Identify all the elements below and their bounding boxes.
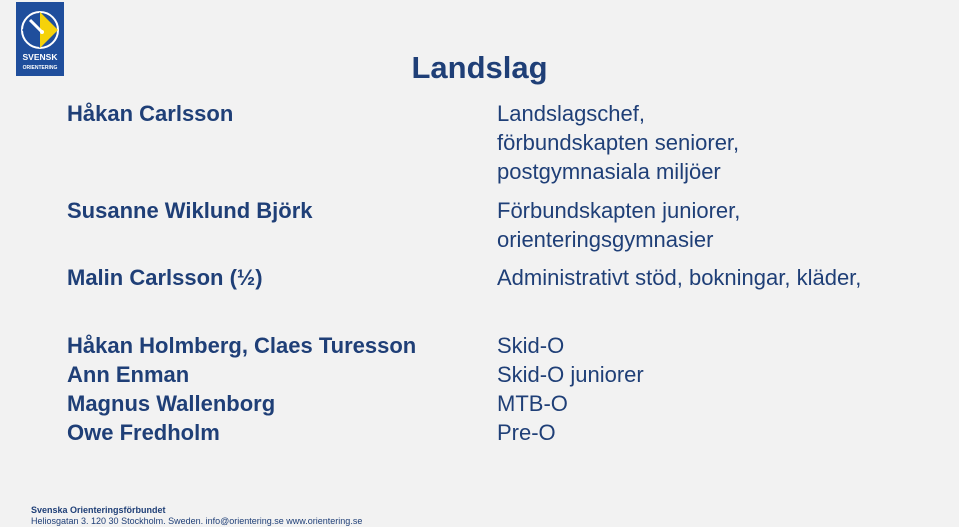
- role-skid-o-juniorer: Skid-O juniorer: [497, 362, 644, 387]
- role-pre-o: Pre-O: [497, 420, 556, 445]
- person-ann-enman: Ann Enman: [67, 362, 190, 387]
- person-owe-fredholm: Owe Fredholm: [67, 420, 220, 445]
- role-mtb-o: MTB-O: [497, 391, 568, 416]
- person-susanne-wiklund-bjork: Susanne Wiklund Björk: [67, 198, 313, 223]
- role-landslagschef: Landslagschef,: [497, 101, 645, 126]
- role-administrativt-stod: Administrativt stöd, bokningar, kläder,: [497, 265, 862, 290]
- person-malin-carlsson: Malin Carlsson (½): [67, 265, 263, 290]
- person-hakan-carlsson: Håkan Carlsson: [67, 101, 234, 126]
- role-orienteringsgymnasier: orienteringsgymnasier: [497, 227, 714, 252]
- person-holmberg-turesson: Håkan Holmberg, Claes Turesson: [67, 333, 417, 358]
- svg-text:SVENSK: SVENSK: [22, 52, 58, 62]
- footer-address: Heliosgatan 3. 120 30 Stockholm. Sweden. info@orientering.se www.orientering.se: [31, 516, 363, 526]
- role-postgymnasiala: postgymnasiala miljöer: [497, 159, 721, 184]
- role-fbk-juniorer: Förbundskapten juniorer,: [497, 198, 741, 223]
- page-title: Landslag: [411, 50, 548, 85]
- footer-organization: Svenska Orienteringsförbundet: [31, 505, 166, 515]
- person-magnus-wallenborg: Magnus Wallenborg: [67, 391, 276, 416]
- svg-text:ORIENTERING: ORIENTERING: [22, 65, 58, 71]
- role-fbk-seniorer: förbundskapten seniorer,: [497, 130, 740, 155]
- role-skid-o: Skid-O: [497, 333, 565, 358]
